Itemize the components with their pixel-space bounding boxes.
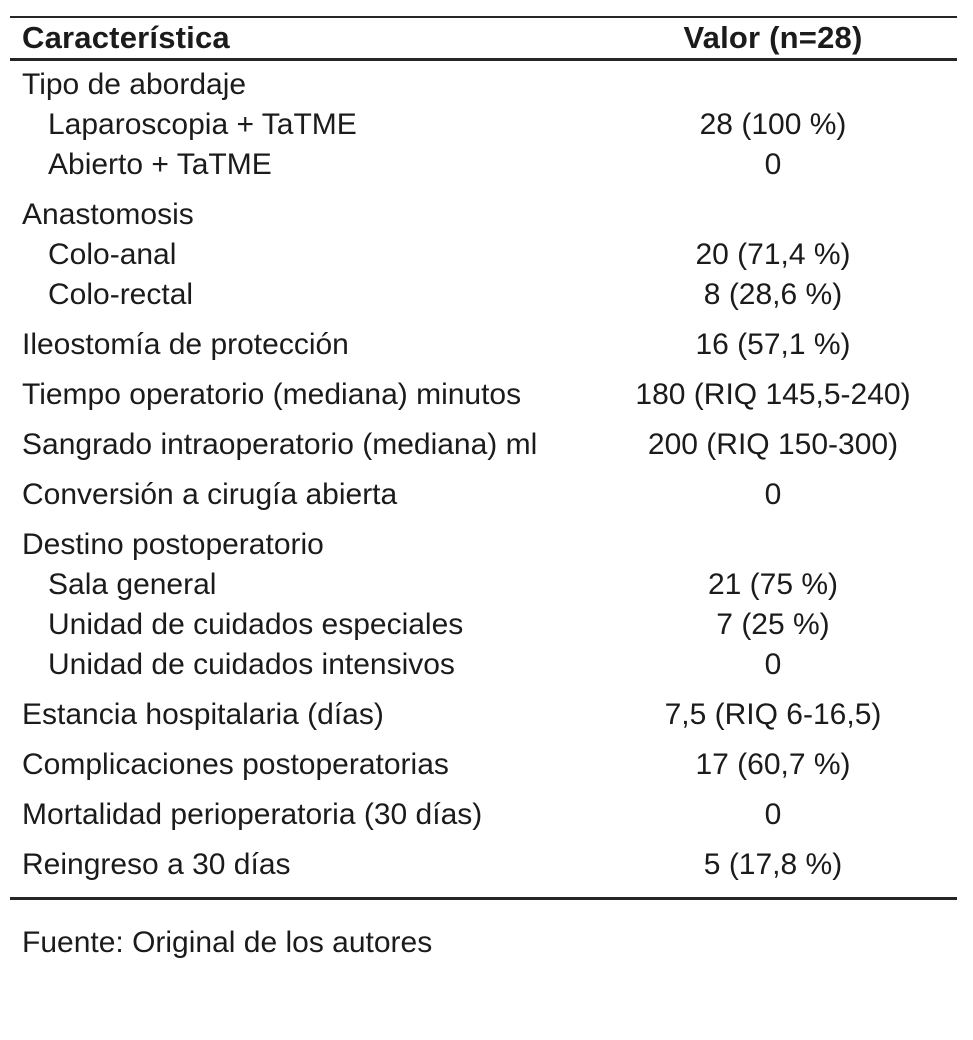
row-label: Sangrado intraoperatorio (mediana) ml — [22, 428, 538, 461]
table-row — [10, 645, 957, 685]
row-label: Unidad de cuidados especiales — [48, 608, 464, 641]
row-value: 17 (60,7 %) — [695, 748, 851, 781]
row-value: 0 — [764, 478, 782, 511]
row-label: Anastomosis — [22, 198, 194, 231]
source-note: Fuente: Original de los autores — [22, 926, 433, 959]
table-row — [10, 275, 957, 315]
row-label: Sala general — [48, 568, 217, 601]
table-row — [10, 65, 957, 105]
row-value: 0 — [764, 148, 782, 181]
row-value: 200 (RIQ 150-300) — [647, 428, 899, 461]
row-label: Reingreso a 30 días — [22, 848, 291, 881]
table-row — [10, 145, 957, 185]
row-value: 21 (75 %) — [707, 568, 839, 601]
row-value: 20 (71,4 %) — [695, 238, 851, 271]
bottom-rule — [10, 897, 957, 900]
table-row — [10, 745, 957, 785]
row-value: 16 (57,1 %) — [695, 328, 851, 361]
row-value: 7 (25 %) — [716, 608, 830, 641]
row-label: Destino postoperatorio — [22, 528, 324, 561]
row-value: 28 (100 %) — [699, 108, 847, 141]
table-body — [10, 61, 957, 897]
table-row — [10, 475, 957, 515]
table-row — [10, 325, 957, 365]
table-row — [10, 605, 957, 645]
table-row — [10, 525, 957, 565]
characteristics-table — [10, 16, 957, 900]
row-label: Laparoscopia + TaTME — [48, 108, 357, 141]
row-value: 5 (17,8 %) — [703, 848, 843, 881]
table-row — [10, 565, 957, 605]
row-label: Estancia hospitalaria (días) — [22, 698, 384, 731]
row-value: 0 — [764, 648, 782, 681]
row-label: Abierto + TaTME — [48, 148, 272, 181]
row-label: Tipo de abordaje — [22, 68, 247, 101]
table-row — [10, 695, 957, 735]
row-label: Conversión a cirugía abierta — [22, 478, 398, 511]
row-label: Ileostomía de protección — [22, 328, 349, 361]
row-label: Complicaciones postoperatorias — [22, 748, 449, 781]
row-label: Colo-rectal — [48, 278, 194, 311]
table-row — [10, 235, 957, 275]
row-value: 7,5 (RIQ 6-16,5) — [664, 698, 882, 731]
row-label: Colo-anal — [48, 238, 177, 271]
table-row — [10, 845, 957, 885]
row-value: 0 — [764, 798, 782, 831]
column-header-value: Valor (n=28) — [683, 20, 863, 55]
table-row — [10, 425, 957, 465]
table-row — [10, 195, 957, 235]
row-label: Tiempo operatorio (mediana) minutos — [22, 378, 522, 411]
row-label: Unidad de cuidados intensivos — [48, 648, 455, 681]
row-value: 8 (28,6 %) — [703, 278, 843, 311]
table-header-row — [10, 18, 957, 58]
row-value: 180 (RIQ 145,5-240) — [635, 378, 911, 411]
table-row — [10, 375, 957, 415]
table-row — [10, 105, 957, 145]
column-header-characteristic: Característica — [22, 20, 230, 55]
table-row — [10, 795, 957, 835]
row-label: Mortalidad perioperatoria (30 días) — [22, 798, 483, 831]
